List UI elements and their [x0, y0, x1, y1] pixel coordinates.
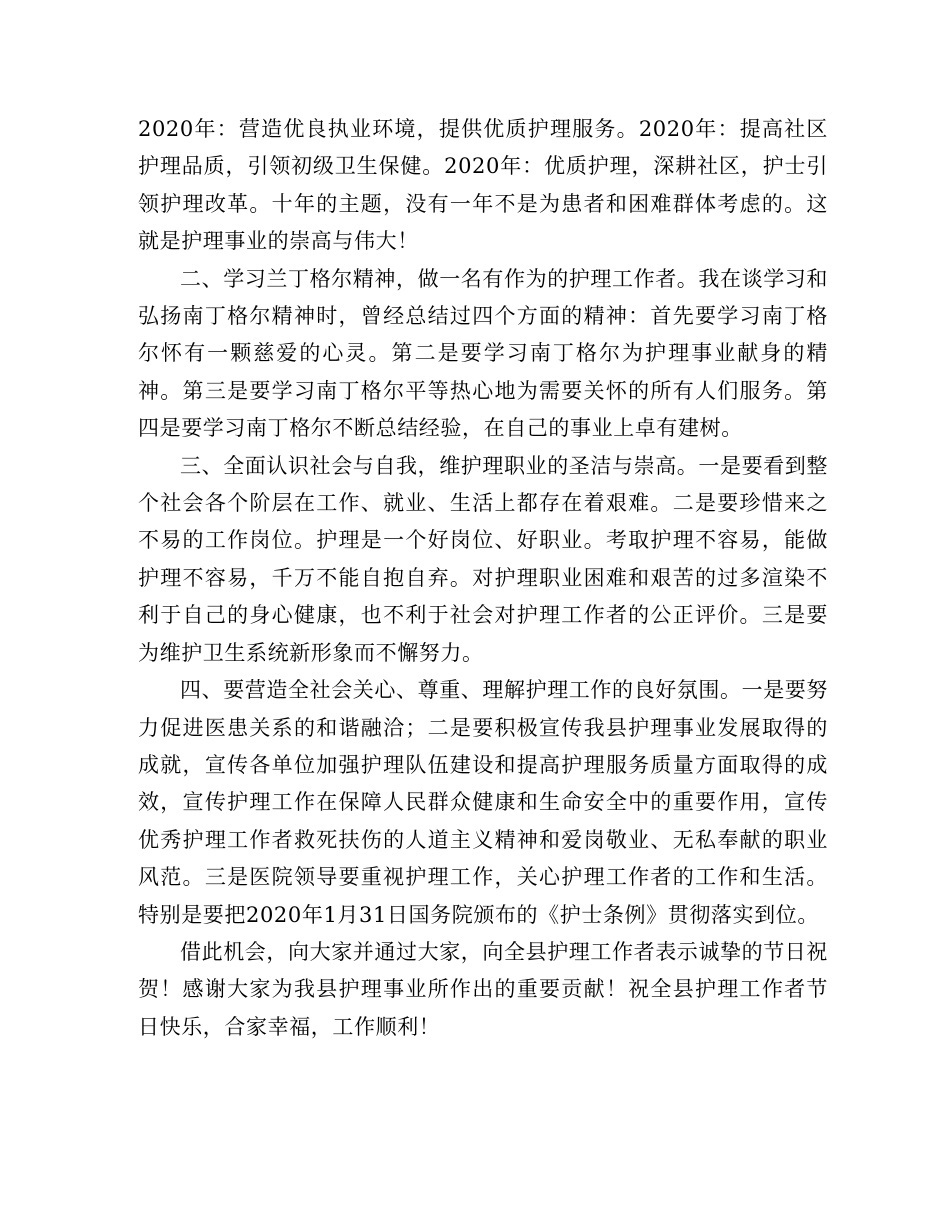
paragraph-closing-greetings: 借此机会，向大家并通过大家，向全县护理工作者表示诚挚的节日祝贺！感谢大家为我县护理事业所作出的重要贡献！祝全县护理工作者节日快乐，合家幸福，工作顺利！: [138, 939, 828, 1039]
document-page: [138, 111, 828, 1046]
paragraph-social-atmosphere: 四、要营造全社会关心、尊重、理解护理工作的良好氛围。一是要努力促进医患关系的和谐融洽；二是要积极宣传我县护理事业发展取得的成就，宣传各单位加强护理队伍建设和提高护理服务质量方面取得的成效，宣传护理工作在保障人民群众健康和生命安全中的重要作用，宣传优秀护理工作者救死扶伤的人道主义精神和爱岗敬业、无私奉献的职业风范。三是医院领导要重视护理工作，关心护理工作者的工作和生活。特别是要把2020年1月31日国务院颁布的《护士条例》贯彻落实到位。: [138, 678, 828, 927]
paragraph-society-and-self: 三、全面认识社会与自我，维护理职业的圣洁与崇高。一是要看到整个社会各个阶层在工作、就业、生活上都存在着艰难。二是要珍惜来之不易的工作岗位。护理是一个好岗位、好职业。考取护理不容易，能做护理不容易，千万不能自抱自弃。对护理职业困难和艰苦的过多渲染不利于自己的身心健康，也不利于社会对护理工作者的公正评价。三是要为维护卫生系统新形象而不懈努力。: [138, 453, 828, 665]
paragraph-nightingale-spirit: 二、学习兰丁格尔精神，做一名有作为的护理工作者。我在谈学习和弘扬南丁格尔精神时，曾经总结过四个方面的精神：首先要学习南丁格尔怀有一颗慈爱的心灵。第二是要学习南丁格尔为护理事业献身的精神。第三是要学习南丁格尔平等热心地为需要关怀的所有人们服务。第四是要学习南丁格尔不断总结经验，在自己的事业上卓有建树。: [138, 266, 828, 441]
paragraph-intro-themes: 2020年：营造优良执业环境，提供优质护理服务。2020年：提高社区护理品质，引领初级卫生保健。2020年：优质护理，深耕社区，护士引领护理改革。十年的主题，没有一年不是为患者和困难群体考虑的。这就是护理事业的崇高与伟大！: [138, 117, 828, 254]
